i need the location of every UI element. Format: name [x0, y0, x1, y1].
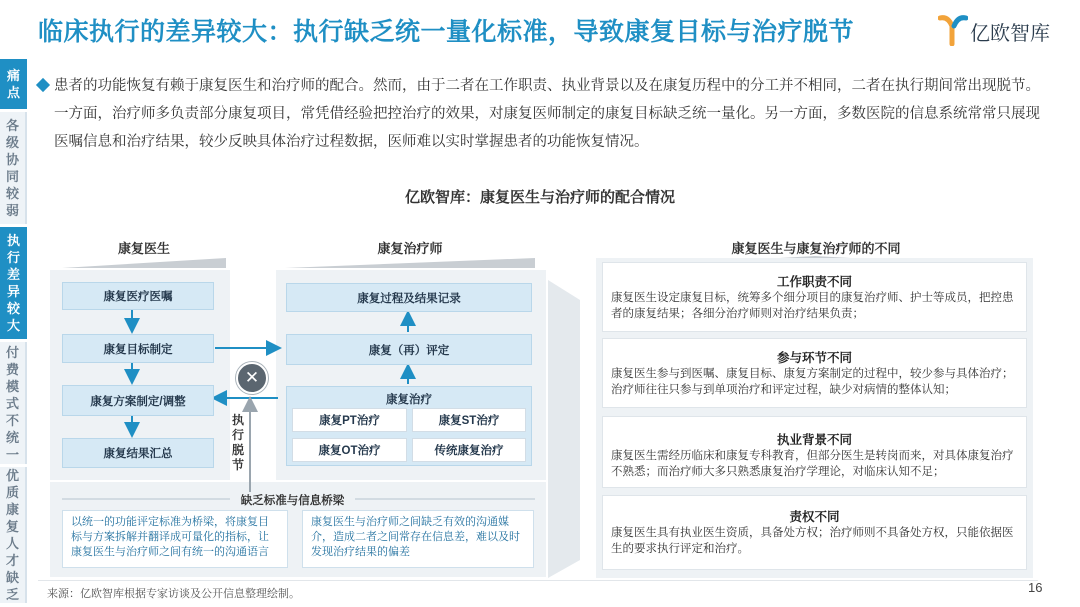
gap-label-text: 执行脱节	[232, 413, 245, 472]
doctor-heading-wedge	[62, 258, 226, 268]
therapist-heading: 康复治疗师	[377, 241, 443, 256]
doctor-step: 康复结果汇总	[62, 438, 214, 468]
differences-heading: 康复医生与康复治疗师的不同	[731, 241, 901, 256]
pointer-wedge	[548, 280, 580, 578]
figure-title: 亿欧智库：康复医生与治疗师的配合情况	[404, 189, 675, 206]
tab-char: 执	[6, 233, 20, 248]
tab-char: 缺	[5, 570, 19, 585]
tab-char: 质	[5, 485, 19, 500]
card-title: 责权不同	[789, 510, 840, 524]
page-title: 临床执行的差异较大：执行缺乏统一量化标准，导致康复目标与治疗脱节	[38, 18, 855, 46]
tab-char: 式	[5, 395, 19, 411]
intro-paragraph: 患者的功能恢复有赖于康复医生和治疗师的配合。然而，由于二者在工作职责、执业背景以及在康复历程中的分工并不相同，二者在执行期间常出现脱节。一方面，治疗师多负责部分康复项目，常凭借经验把控治疗的效果，对康复医师制定的康复目标缺乏统一量化。另一方面，多数医院的信息系统常常只展现医嘱信息和治疗结果，较少反映具体治疗过程数据，医师难以实时掌握患者的功能恢复情况。	[54, 78, 1040, 150]
treatment-st: 康复ST治疗	[412, 408, 526, 432]
card-title: 工作职责不同	[776, 275, 852, 289]
tab-char: 痛	[6, 68, 20, 83]
card-title: 执业背景不同	[776, 433, 852, 447]
disconnect-icon: ✕	[236, 362, 268, 394]
tab-char: 同	[5, 169, 19, 184]
tab-char: 行	[6, 250, 20, 265]
source-note: 来源：亿欧智库根据专家访谈及公开信息整理绘制。	[47, 588, 300, 600]
difference-card	[602, 495, 1027, 570]
tab-char: 大	[6, 318, 20, 333]
bridge-right-text: 康复医生与治疗师之间缺乏有效的沟通媒介，造成二者之间常存在信息差，难以及时发现治疗结果的偏差	[302, 510, 534, 568]
tab-char: 点	[6, 85, 20, 100]
tab-char: 不	[5, 412, 19, 428]
therapist-step: 康复治疗	[386, 394, 432, 406]
therapist-step: 康复过程及结果记录	[286, 283, 532, 312]
tab-char: 统	[5, 429, 19, 445]
doctor-step: 康复医疗医嘱	[62, 282, 214, 310]
tab-char: 较	[5, 186, 19, 201]
tab-char: 较	[6, 301, 20, 316]
difference-card	[602, 416, 1027, 488]
card-body: 康复医生具有执业医生资质，具备处方权；治疗师则不具备处方权，只能依据医生的要求执行评定和治疗。	[611, 527, 1014, 555]
difference-card	[602, 262, 1027, 332]
card-title: 参与环节不同	[776, 351, 852, 365]
difference-card	[602, 338, 1027, 408]
card-body: 康复医生需经历临床和康复专科教育，但部分医生是转岗而来，对具体康复治疗不熟悉；而治疗师大多只熟悉康复治疗学理论，对临床认知不足；	[611, 450, 1014, 478]
tab-char: 复	[5, 519, 19, 534]
tab-char: 费	[5, 361, 19, 377]
tab-char: 乏	[5, 587, 19, 602]
tab-char: 级	[5, 135, 19, 150]
tab-char: 弱	[5, 203, 19, 218]
tab-char: 付	[5, 344, 19, 360]
tab-char: 协	[5, 152, 19, 167]
bridge-left-text: 以统一的功能评定标准为桥梁，将康复目标与方案拆解并翻译成可量化的指标，让康复医生与治疗师之间有统一的沟通语言	[62, 510, 288, 568]
logo-text: 亿欧智库	[970, 23, 1050, 45]
doctor-step: 康复目标制定	[62, 334, 214, 363]
tab-char: 模	[5, 378, 19, 394]
tab-char: 才	[5, 553, 19, 568]
tab-char: 优	[5, 468, 19, 483]
tab-char: 人	[5, 536, 19, 551]
tab-char: 康	[5, 502, 19, 517]
doctor-heading: 康复医生	[117, 241, 170, 256]
treatment-traditional: 传统康复治疗	[412, 438, 526, 462]
therapist-heading-wedge	[285, 258, 535, 268]
tab-char: 一	[5, 446, 19, 462]
tab-char: 各	[5, 118, 19, 133]
treatment-pt: 康复PT治疗	[292, 408, 407, 432]
card-body: 康复医生设定康复目标，统筹多个细分项目的康复治疗师、护士等成员，把控患者的康复结果；各细分治疗师则对治疗结果负责；	[611, 292, 1014, 320]
footer-divider	[38, 580, 1038, 581]
tab-char: 异	[6, 284, 20, 299]
therapist-step: 康复（再）评定	[286, 334, 532, 365]
page-number: 16	[1028, 580, 1043, 595]
card-body: 康复医生参与到医嘱、康复目标、康复方案制定的过程中，较少参与具体治疗；治疗师往往只参与到单项治疗和评定过程，缺少对病情的整体认知；	[611, 368, 1014, 396]
tab-char: 差	[6, 267, 20, 282]
gap-label	[232, 413, 264, 473]
treatment-ot: 康复OT治疗	[292, 438, 407, 462]
bridge-heading: 缺乏标准与信息桥梁	[240, 495, 345, 507]
doctor-step: 康复方案制定/调整	[62, 385, 214, 416]
